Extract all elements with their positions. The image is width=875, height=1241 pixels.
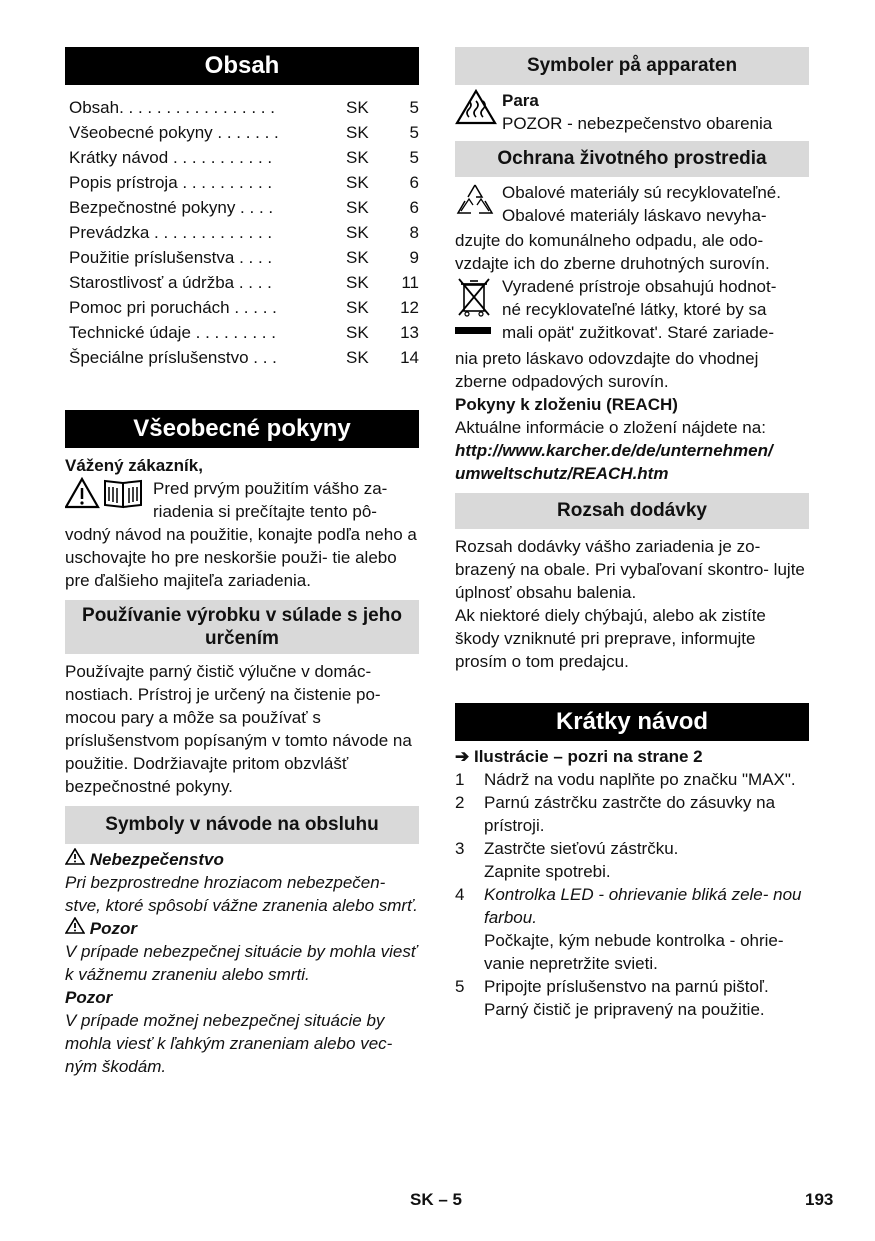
right-column (455, 47, 809, 1021)
toc-title: Bezpečnostné pokyny . . . . (69, 198, 274, 217)
toc-row[interactable] (65, 345, 419, 370)
toc-page: 5 (409, 98, 419, 117)
page-number: 193 (805, 1190, 834, 1209)
toc-page: 14 (400, 348, 419, 367)
toc-lang: SK (346, 148, 369, 167)
weee-text: nia preto láskavo odovzdajte do vhodnej zberne odpadových surovín. (455, 349, 759, 391)
recycle-icon (455, 181, 502, 229)
step-text: Parnú zástrčku zastrčte do zásuvky na prístroji. (484, 793, 776, 835)
step-extra: Parný čistič je pripravený na použitie. (484, 1000, 765, 1019)
crossed-bin-icon (455, 275, 502, 347)
weee-line1: Vyradené prístroje obsahujú hodnot- (502, 277, 777, 296)
step-text: Kontrolka LED - ohrievanie bliká zele- nou farbou. (484, 885, 802, 927)
toc-title: Starostlivosť a údržba . . . . (69, 273, 272, 292)
toc-row[interactable] (65, 145, 419, 170)
toc-lang: SK (346, 123, 369, 142)
footer-section: SK – 5 (410, 1190, 462, 1209)
scope-text-2: Ak niektoré diely chýbajú, alebo ak zistíte škody vzniknuté pri preprave, informujte prosím o tom predajcu. (455, 606, 766, 671)
toc-lang: SK (346, 173, 369, 192)
intended-use-text: Používajte parný čistič výlučne v domác- nostiach. Prístroj je určený na čistenie po- mocou pary a môže sa používať s príslušenstvom popísaným v tomto návode na použitie. Dodržiavajte pritom obzvlášť bezpečnostné pokyny. (65, 662, 412, 796)
toc-title: Prevádzka . . . . . . . . . . . . . (69, 223, 273, 242)
toc-page: 9 (409, 248, 419, 267)
warning-triangle-icon (65, 919, 85, 938)
toc-lang: SK (346, 248, 369, 267)
toc-lang: SK (346, 348, 369, 367)
toc-row[interactable] (65, 120, 419, 145)
toc-page: 11 (401, 273, 419, 292)
steam-title: Para (502, 91, 539, 110)
toc-title: Technické údaje . . . . . . . . . (69, 323, 276, 342)
recycle-text: dzujte do komunálneho odpadu, ale odo- vzdajte ich do zberne druhotných surovín. (455, 231, 770, 273)
steam-text: POZOR - nebezpečenstvo obarenia (502, 114, 773, 133)
general-heading: Všeobecné pokyny (65, 410, 419, 448)
salutation: Vážený zákazník, (65, 456, 203, 475)
step-number: 1 (455, 770, 465, 789)
reach-title: Pokyny k zloženiu (REACH) (455, 395, 678, 414)
intended-use-heading: Používanie výrobku v súlade s jeho určením (65, 600, 419, 654)
danger-text: Pri bezprostredne hroziacom nebezpečen- stve, ktoré spôsobí vážne zranenia alebo smrť. (65, 873, 418, 915)
toc-title: Použitie príslušenstva . . . . (69, 248, 273, 267)
scope-heading: Rozsah dodávky (455, 493, 809, 529)
toc-lang: SK (346, 323, 369, 342)
toc-title: Všeobecné pokyny . . . . . . . (69, 123, 279, 142)
toc-page: 6 (409, 173, 419, 192)
list-item (455, 768, 809, 791)
toc-lang: SK (346, 98, 369, 117)
list-item (455, 837, 809, 883)
step-text: Pripojte príslušenstvo na parnú pištoľ. (484, 977, 769, 996)
left-column (65, 47, 419, 1078)
general-intro (65, 477, 419, 523)
danger-title-row (65, 848, 419, 871)
reach-link[interactable]: http://www.karcher.de/de/unternehmen/ umweltschutz/REACH.htm (455, 441, 773, 483)
toc-title: Popis prístroja . . . . . . . . . . (69, 173, 273, 192)
toc-title: Krátky návod . . . . . . . . . . . (69, 148, 273, 167)
warning-text: V prípade nebezpečnej situácie by mohla viesť k vážnemu zraneniu alebo smrti. (65, 942, 417, 984)
toc-heading: Obsah (65, 47, 419, 85)
quick-heading: Krátky návod (455, 703, 809, 741)
general-line1: Pred prvým použitím vášho za- (153, 479, 388, 498)
step-number: 5 (455, 977, 465, 996)
danger-title: Nebezpečenstvo (89, 850, 224, 869)
general-line2: riadenia si prečítajte tento pô- (153, 502, 377, 521)
environment-heading: Ochrana životného prostredia (455, 141, 809, 177)
step-number: 4 (455, 885, 465, 904)
step-number: 2 (455, 793, 465, 812)
warning-title-row (65, 917, 419, 940)
recycle-line2: Obalové materiály láskavo nevyha- (502, 206, 767, 225)
warning-title: Pozor (89, 919, 137, 938)
toc-row[interactable] (65, 245, 419, 270)
illustration-ref-text: Ilustrácie – pozri na strane 2 (473, 747, 703, 766)
list-item (455, 883, 809, 975)
hot-steam-icon (455, 89, 502, 131)
toc-row[interactable] (65, 270, 419, 295)
list-item (455, 975, 809, 1021)
step-text: Nádrž na vodu naplňte po značku "MAX". (484, 770, 796, 789)
toc-lang: SK (346, 298, 369, 317)
toc-page: 8 (409, 223, 419, 242)
table-of-contents (65, 95, 419, 370)
toc-title: Pomoc pri poruchách . . . . . (69, 298, 277, 317)
symbols-manual-heading: Symboly v návode na obsluhu (65, 806, 419, 844)
toc-page: 5 (409, 123, 419, 142)
caution-text: V prípade možnej nebezpečnej situácie by mohla viesť k ľahkým zraneniam alebo vec- ným škodám. (65, 1011, 393, 1076)
weee-line3: mali opät' zužitkovat'. Staré zariade- (502, 323, 774, 342)
step-extra: Počkajte, kým nebude kontrolka - ohrie- vanie nepretržite svieti. (484, 931, 784, 973)
recycle-line1: Obalové materiály sú recyklovateľné. (502, 183, 781, 202)
toc-row[interactable] (65, 295, 419, 320)
illustration-ref (455, 745, 809, 768)
weee-line2: né recyklovateľné látky, ktoré by sa (502, 300, 767, 319)
scope-text-1: Rozsah dodávky vášho zariadenia je zo- brazený na obale. Pri vybaľovaní skontro- lujte úplnosť obsahu balenia. (455, 537, 805, 602)
arrow-right-icon: ➔ (455, 747, 470, 766)
toc-title: Obsah. . . . . . . . . . . . . . . . . (69, 98, 275, 117)
read-manual-icon (65, 477, 153, 523)
toc-row[interactable] (65, 220, 419, 245)
step-extra: Zapnite spotrebi. (484, 862, 611, 881)
general-text: vodný návod na použitie, konajte podľa neho a uschovajte ho pre neskoršie použi- tie alebo pre ďalšieho majiteľa zariadenia. (65, 525, 417, 590)
caution-title: Pozor (65, 988, 113, 1007)
toc-row[interactable] (65, 95, 419, 120)
symbols-device-heading: Symboler på apparaten (455, 47, 809, 85)
step-text: Zastrčte sieťovú zástrčku. (484, 839, 679, 858)
toc-page: 5 (409, 148, 419, 167)
warning-triangle-icon (65, 850, 85, 869)
toc-lang: SK (346, 223, 369, 242)
quick-steps (455, 768, 809, 1021)
toc-row[interactable] (65, 170, 419, 195)
toc-page: 12 (400, 298, 419, 317)
toc-lang: SK (346, 273, 369, 292)
weee-note (455, 275, 809, 347)
reach-text: Aktuálne informácie o zložení nájdete na: (455, 418, 766, 437)
step-number: 3 (455, 839, 465, 858)
toc-page: 13 (400, 323, 419, 342)
toc-title: Špeciálne príslušenstvo . . . (69, 348, 277, 367)
toc-page: 6 (409, 198, 419, 217)
recycle-note (455, 181, 809, 229)
toc-row[interactable] (65, 320, 419, 345)
list-item (455, 791, 809, 837)
toc-lang: SK (346, 198, 369, 217)
toc-row[interactable] (65, 195, 419, 220)
steam-warning (455, 89, 809, 135)
